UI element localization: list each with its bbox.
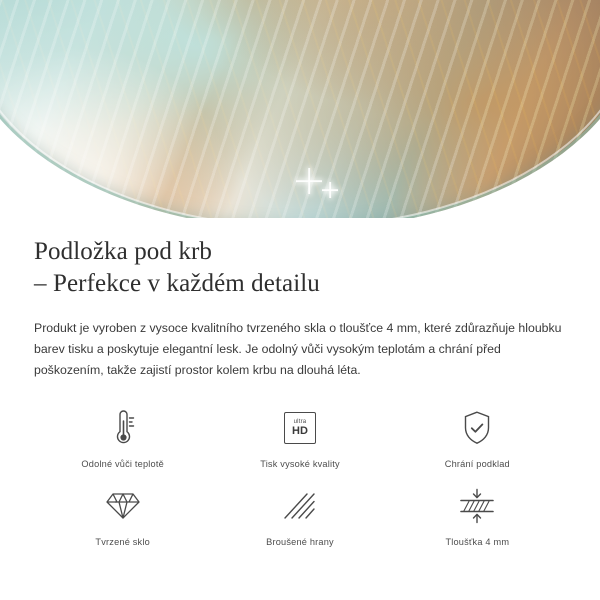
feature-item — [34, 485, 211, 547]
feature-label: Broušené hrany — [266, 537, 334, 547]
ultra-hd-icon — [284, 407, 316, 449]
feature-label: Chrání podklad — [444, 459, 510, 469]
feature-grid — [34, 407, 566, 547]
hero-image — [0, 0, 600, 218]
feature-label: Tisk vysoké kvality — [260, 459, 340, 469]
feature-item — [389, 485, 566, 547]
page-title-line-2: – Perfekce v každém detailu — [34, 270, 320, 297]
thickness-arrows-icon — [455, 485, 499, 527]
feature-label: Tloušťka 4 mm — [445, 537, 510, 547]
polished-edges-icon — [283, 485, 317, 527]
shield-check-icon — [460, 407, 494, 449]
page-title — [34, 236, 566, 300]
thermometer-icon — [110, 407, 136, 449]
ultra-hd-badge-top: ultra — [293, 419, 307, 425]
feature-item — [211, 407, 388, 469]
diamond-icon — [105, 485, 141, 527]
description-paragraph: Produkt je vyroben z vysoce kvalitního tvrzeného skla o tloušťce 4 mm, které zdůrazňuje hloubku barev tisku a poskytuje elegantní lesk. Je odolný vůči vysokým teplotám a chrání před poškozením, takže zajistí prostor kolem krbu na dlouhá léta. — [34, 321, 562, 377]
feature-item — [389, 407, 566, 469]
feature-item — [34, 407, 211, 469]
feature-label: Tvrzené sklo — [95, 537, 150, 547]
content-section — [0, 218, 600, 547]
feature-item — [211, 485, 388, 547]
ultra-hd-badge-bottom: HD — [292, 425, 308, 437]
page-title-line-1: Podložka pod krb — [34, 238, 212, 265]
feature-label: Odolné vůči teplotě — [81, 459, 164, 469]
